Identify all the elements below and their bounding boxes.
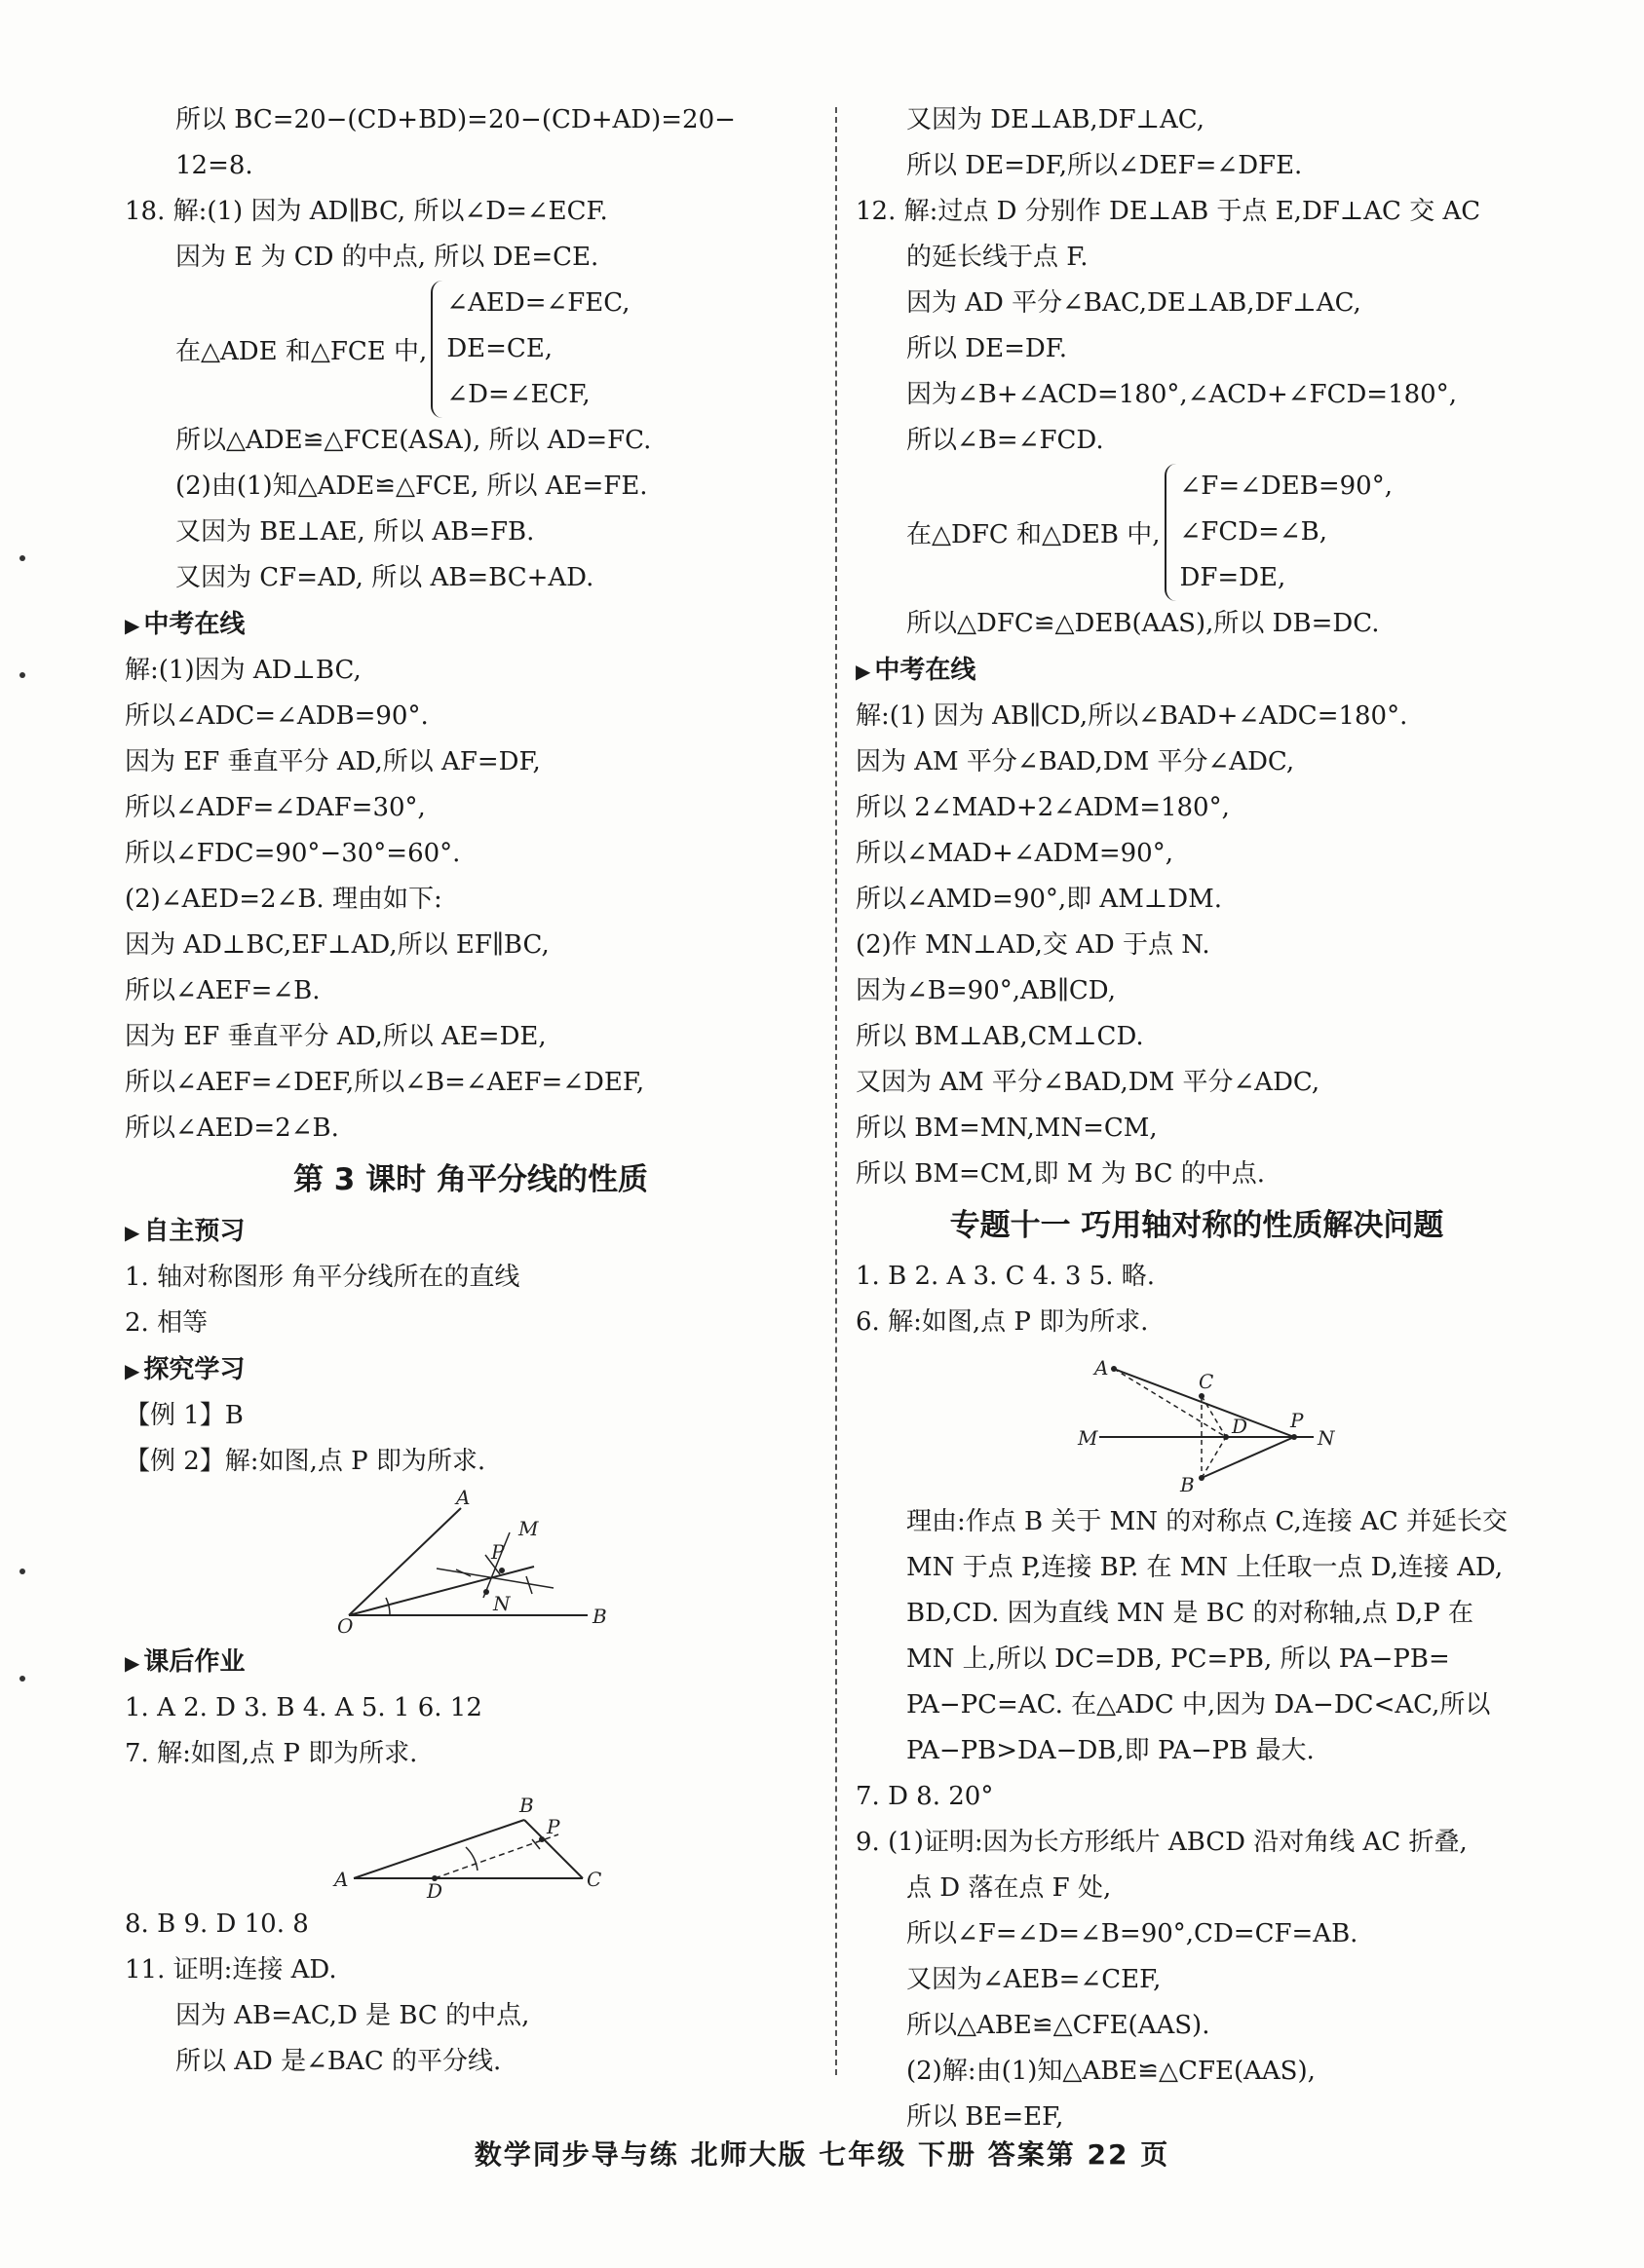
text-line: 所以 2∠MAD+2∠ADM=180°, xyxy=(856,793,1230,822)
text-line: 11. 证明:连接 AD. xyxy=(125,1955,337,1984)
text-line: 18. 解:(1) 因为 AD∥BC, 所以∠D=∠ECF. xyxy=(125,197,608,226)
text-line: 7. 解:如图,点 P 即为所求. xyxy=(125,1739,418,1768)
margin-dot xyxy=(19,672,25,678)
label-N: N xyxy=(493,1592,511,1615)
section-heading xyxy=(125,1208,817,1255)
page-footer: 数学同步导与练 北师大版 七年级 下册 答案第 22 页 xyxy=(474,2138,1170,2171)
text-line: 所以△ABE≌△CFE(AAS). xyxy=(906,2011,1210,2040)
text-line: 所以∠ADF=∠DAF=30°, xyxy=(125,793,426,822)
brace-group xyxy=(856,464,1538,601)
triangle-icon: ▶ xyxy=(856,660,871,683)
text-line: 因为 AB=AC,D 是 BC 的中点, xyxy=(175,2001,530,2030)
text-line: 所以∠FDC=90°−30°=60°. xyxy=(125,839,461,868)
text-line: 所以∠AEF=∠B. xyxy=(125,976,321,1005)
label-A: A xyxy=(1094,1356,1109,1380)
text-line: 所以∠F=∠D=∠B=90°,CD=CF=AB. xyxy=(906,1919,1358,1948)
text-line: 【例 1】B xyxy=(125,1401,244,1430)
text-line: 理由:作点 B 关于 MN 的对称点 C,连接 AC 并延长交 xyxy=(906,1507,1508,1536)
text-line: 1. A 2. D 3. B 4. A 5. 1 6. 12 xyxy=(125,1693,482,1722)
text-line: 又因为∠AEB=∠CEF, xyxy=(906,1965,1162,1994)
triangle-icon: ▶ xyxy=(125,1221,140,1244)
text-line: 点 D 落在点 F 处, xyxy=(906,1873,1112,1903)
label-M: M xyxy=(518,1517,539,1540)
text-line: ∠D=∠ECF, xyxy=(446,380,591,409)
text-line: (2)作 MN⊥AD,交 AD 于点 N. xyxy=(856,930,1210,960)
text-line: 12. 解:过点 D 分别作 DE⊥AB 于点 E,DF⊥AC 交 AC xyxy=(856,197,1481,226)
text-line: 所以∠B=∠FCD. xyxy=(906,426,1104,455)
text-line: 又因为 CF=AD, 所以 AB=BC+AD. xyxy=(175,563,594,592)
text-line: PA−PC=AC. 在△ADC 中,因为 DA−DC<AC,所以 xyxy=(906,1690,1491,1720)
brace-lead: 在△ADE 和△FCE 中, xyxy=(175,337,428,366)
text-line: 所以∠AEF=∠DEF,所以∠B=∠AEF=∠DEF, xyxy=(125,1068,645,1097)
label-C: C xyxy=(1199,1370,1214,1393)
text-line: 所以 AD 是∠BAC 的平分线. xyxy=(175,2047,502,2076)
label-C: C xyxy=(587,1868,602,1891)
text-line: 所以 BM=MN,MN=CM, xyxy=(856,1114,1158,1143)
label-D: D xyxy=(1232,1415,1248,1438)
text-line: 因为∠B=90°,AB∥CD, xyxy=(856,976,1116,1005)
figure-angle-bisector xyxy=(125,1489,817,1635)
label-B: B xyxy=(519,1794,534,1817)
text-line: 所以 BC=20−(CD+BD)=20−(CD+AD)=20− xyxy=(175,105,736,134)
label-M: M xyxy=(1078,1426,1098,1450)
figure-triangle-bisector xyxy=(125,1781,817,1898)
column-divider xyxy=(835,107,837,2075)
text-line: (2)∠AED=2∠B. 理由如下: xyxy=(125,885,442,914)
brace-group xyxy=(125,281,817,418)
text-line: 所以 DE=DF,所以∠DEF=∠DFE. xyxy=(906,151,1303,180)
left-column xyxy=(125,97,817,2085)
text-line: 所以∠MAD+∠ADM=90°, xyxy=(856,839,1173,868)
label-P: P xyxy=(1290,1409,1304,1432)
text-line: 所以△DFC≌△DEB(AAS),所以 DB=DC. xyxy=(906,609,1380,638)
margin-dot xyxy=(19,1676,25,1682)
text-line: MN 上,所以 DC=DB, PC=PB, 所以 PA−PB= xyxy=(906,1644,1450,1674)
text-line: 6. 解:如图,点 P 即为所求. xyxy=(856,1307,1149,1337)
triangle-icon: ▶ xyxy=(125,1651,140,1675)
text-line: 9. (1)证明:因为长方形纸片 ABCD 沿对角线 AC 折叠, xyxy=(856,1828,1468,1857)
section-heading xyxy=(856,647,1538,694)
brace-lead: 在△DFC 和△DEB 中, xyxy=(906,520,1161,549)
text-line: DE=CE, xyxy=(446,334,554,363)
text-line: 因为 AM 平分∠BAD,DM 平分∠ADC, xyxy=(856,747,1295,776)
label-A: A xyxy=(456,1489,471,1509)
text-line: 因为∠B+∠ACD=180°,∠ACD+∠FCD=180°, xyxy=(906,380,1457,409)
text-line: ∠FCD=∠B, xyxy=(1179,517,1328,547)
label-D: D xyxy=(427,1879,443,1898)
text-line: (2)由(1)知△ADE≌△FCE, 所以 AE=FE. xyxy=(175,472,648,501)
margin-dot xyxy=(19,1569,25,1574)
text-line: 又因为 DE⊥AB,DF⊥AC, xyxy=(906,105,1205,134)
right-column xyxy=(856,97,1538,2140)
text-line: 所以∠ADC=∠ADB=90°. xyxy=(125,701,429,731)
text-line: 因为 E 为 CD 的中点, 所以 DE=CE. xyxy=(175,243,599,272)
text-line: 因为 AD 平分∠BAC,DE⊥AB,DF⊥AC, xyxy=(906,288,1361,318)
triangle-icon: ▶ xyxy=(125,614,140,637)
figure-symmetry xyxy=(856,1349,1538,1495)
text-line: 又因为 BE⊥AE, 所以 AB=FB. xyxy=(175,517,535,547)
text-line: 所以 BE=EF, xyxy=(906,2102,1064,2132)
text-line: 所以 BM⊥AB,CM⊥CD. xyxy=(856,1022,1144,1051)
label-B: B xyxy=(593,1605,607,1628)
topic-title: 专题十一 巧用轴对称的性质解决问题 xyxy=(949,1208,1444,1243)
text-line: 的延长线于点 F. xyxy=(906,243,1089,272)
text-line: 1. B 2. A 3. C 4. 3 5. 略. xyxy=(856,1262,1155,1291)
text-line: 8. B 9. D 10. 8 xyxy=(125,1909,309,1939)
text-line: ∠F=∠DEB=90°, xyxy=(1179,472,1393,501)
text-line: 所以∠AED=2∠B. xyxy=(125,1114,339,1143)
label-P: P xyxy=(547,1815,560,1838)
text-line: BD,CD. 因为直线 MN 是 BC 的对称轴,点 D,P 在 xyxy=(906,1599,1474,1628)
text-line: 12=8. xyxy=(175,151,253,180)
text-line: 又因为 AM 平分∠BAD,DM 平分∠ADC, xyxy=(856,1068,1320,1097)
text-line: (2)解:由(1)知△ABE≌△CFE(AAS), xyxy=(906,2057,1316,2086)
label-A: A xyxy=(334,1868,349,1891)
text-line: 2. 相等 xyxy=(125,1308,209,1338)
text-line: 因为 EF 垂直平分 AD,所以 AF=DF, xyxy=(125,747,541,776)
text-line: 所以 BM=CM,即 M 为 BC 的中点. xyxy=(856,1159,1265,1189)
section-heading xyxy=(125,1346,817,1393)
text-line: 所以∠AMD=90°,即 AM⊥DM. xyxy=(856,885,1223,914)
text-line: PA−PB>DA−DB,即 PA−PB 最大. xyxy=(906,1736,1315,1765)
triangle-icon: ▶ xyxy=(125,1359,140,1382)
label-P: P xyxy=(491,1540,505,1564)
section-label: 自主预习 xyxy=(143,1217,246,1246)
brace xyxy=(431,281,442,418)
text-line: 解:(1)因为 AD⊥BC, xyxy=(125,656,362,685)
section-label: 探究学习 xyxy=(143,1355,246,1384)
margin-dot xyxy=(19,555,25,561)
brace xyxy=(1165,464,1176,601)
text-line: 7. D 8. 20° xyxy=(856,1782,994,1811)
section-heading xyxy=(125,1639,817,1685)
lesson-title: 第 3 课时 角平分线的性质 xyxy=(293,1162,648,1197)
section-label: 课后作业 xyxy=(143,1647,246,1677)
label-N: N xyxy=(1318,1426,1335,1450)
brace-items xyxy=(446,281,630,418)
brace-items xyxy=(1180,464,1393,601)
text-line: 因为 AD⊥BC,EF⊥AD,所以 EF∥BC, xyxy=(125,930,550,960)
label-B: B xyxy=(1180,1473,1195,1495)
text-line: 1. 轴对称图形 角平分线所在的直线 xyxy=(125,1263,520,1292)
text-line: 所以△ADE≌△FCE(ASA), 所以 AD=FC. xyxy=(175,426,652,455)
text-line: MN 于点 P,连接 BP. 在 MN 上任取一点 D,连接 AD, xyxy=(906,1553,1504,1582)
section-heading xyxy=(125,601,817,648)
text-line: DF=DE, xyxy=(1179,563,1286,592)
text-line: 【例 2】解:如图,点 P 即为所求. xyxy=(125,1447,486,1476)
text-line: 因为 EF 垂直平分 AD,所以 AE=DE, xyxy=(125,1022,547,1051)
section-label: 中考在线 xyxy=(874,656,976,685)
text-line: 所以 DE=DF. xyxy=(906,334,1067,363)
label-O: O xyxy=(337,1614,354,1635)
text-line: 解:(1) 因为 AB∥CD,所以∠BAD+∠ADC=180°. xyxy=(856,701,1408,731)
text-line: ∠AED=∠FEC, xyxy=(446,288,631,318)
section-label: 中考在线 xyxy=(143,610,246,639)
